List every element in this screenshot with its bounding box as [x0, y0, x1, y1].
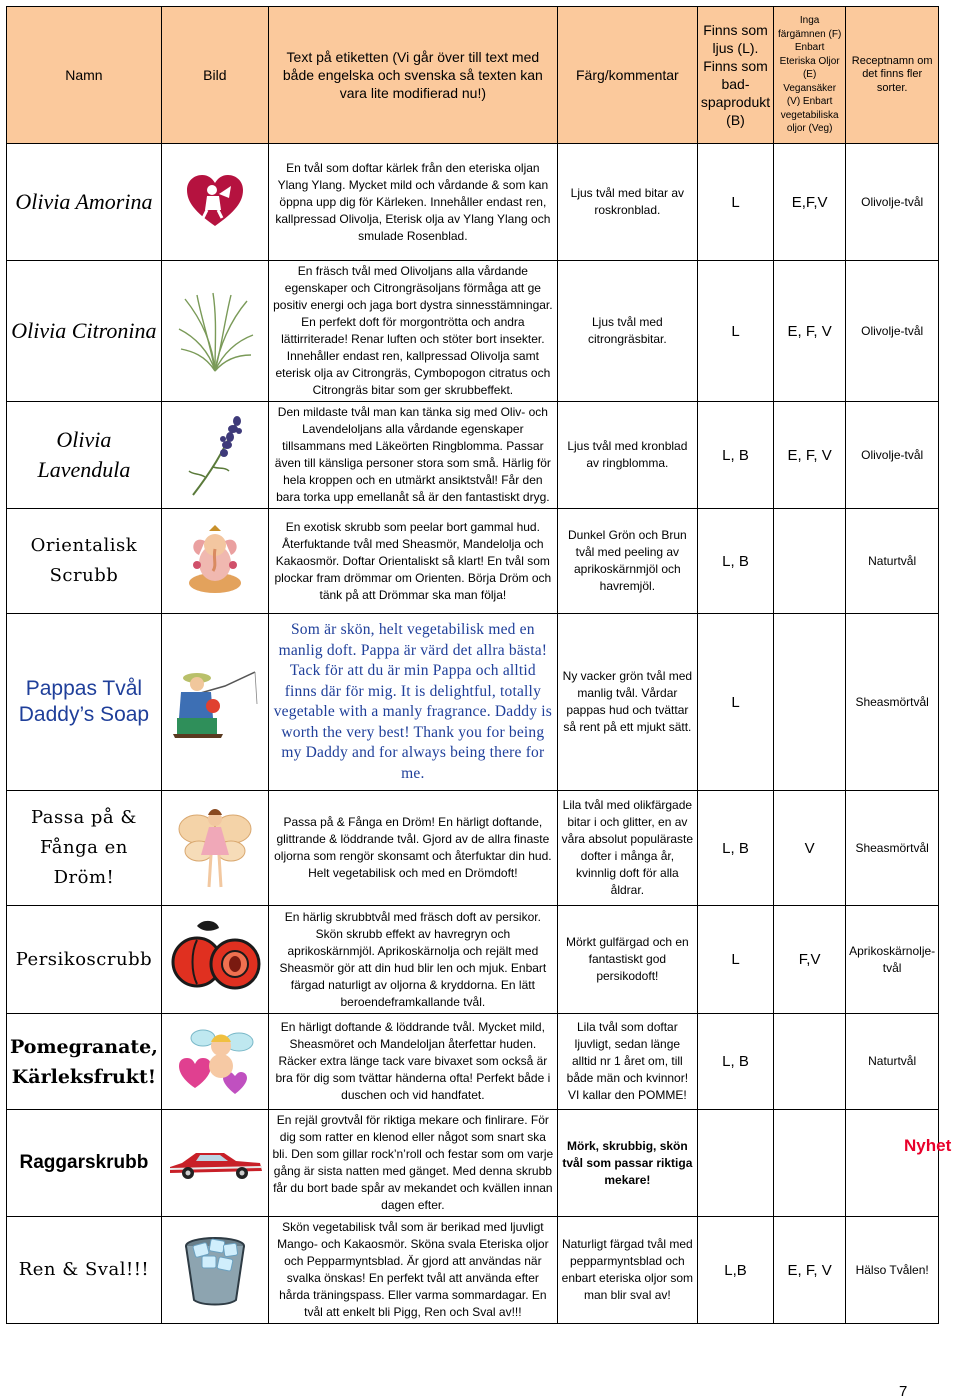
product-light-bath: L, B [697, 509, 773, 614]
table-row [7, 1014, 939, 1110]
table-row [7, 614, 939, 791]
product-description: Skön vegetabilisk tvål som är berikad med ljuvligt Mango- och Kakaosmör. Sköna svala Eteriska oljor och Pepparmyntsblad. Är gjord att användas när svalka önskas! En perfekt tvål att använda efter hårda träningspass. Eller varma sommardagar. En tvål att enkelt bli Pigg, Ren och Sval av!!! [268, 1217, 557, 1324]
product-flags [774, 614, 846, 791]
header-name: Namn [7, 7, 162, 144]
table-row [7, 791, 939, 906]
product-color: Mörk, skrubbig, skön tvål som passar riktiga mekare! [557, 1110, 697, 1217]
product-description: Den mildaste tvål man kan tänka sig med Oliv- och Lavendeloljans alla vårdande egenskaper tillsammans med Läkeörten Ringblomma. Passar även till känsliga personer stora som små. Härlig för hela kroppen och en utmärkt ansiktstvål! Får den bara torka upp emellanåt så är den fantastiskt dryg. [268, 402, 557, 509]
product-light-bath: L [697, 906, 773, 1014]
product-light-bath: L,B [697, 1217, 773, 1324]
product-light-bath: L [697, 261, 773, 402]
table-row [7, 509, 939, 614]
table-row [7, 144, 939, 261]
product-name: Pomegranate, Kärleksfrukt! [7, 1014, 162, 1110]
product-image [161, 791, 268, 906]
soap-catalog-table [6, 6, 939, 1324]
header-image: Bild [161, 7, 268, 144]
product-light-bath [697, 1110, 773, 1217]
product-flags: F,V [774, 906, 846, 1014]
product-flags: E, F, V [774, 1217, 846, 1324]
product-color: Lila tvål med olikfärgade bitar i och glitter, en av våra absolut populäraste dofter i många år, kvinnlig doft för alla åldrar. [557, 791, 697, 906]
product-flags [774, 1014, 846, 1110]
classic-car-icon [166, 1143, 264, 1183]
product-recipe: Naturtvål [846, 509, 939, 614]
product-light-bath: L, B [697, 791, 773, 906]
product-color: Ljus tvål med bitar av roskronblad. [557, 144, 697, 261]
product-color: Ny vacker grön tvål med manlig tvål. Vårdar pappas hud och tvättar så rent på ett mjukt sätt. [557, 614, 697, 791]
product-name: Passa på & Fånga en Dröm! [7, 791, 162, 906]
table-row [7, 1110, 939, 1217]
product-name: Raggarskrubb [7, 1110, 162, 1217]
header-color-comment: Färg/kommentar [557, 7, 697, 144]
product-light-bath: L, B [697, 402, 773, 509]
product-color: Lila tvål som doftar ljuvligt, sedan länge alltid nr 1 året om, till både män och kvinnor! VI kallar den POMME! [557, 1014, 697, 1110]
fairy-icon [175, 803, 255, 893]
product-image [161, 1014, 268, 1110]
product-flags [774, 509, 846, 614]
product-name: Olivia Lavendula [7, 402, 162, 509]
product-description: En fräsch tvål med Olivoljans alla vårdande egenskaper och Citrongräsoljans förmåga att ge positiv energi och jaga bort dystra sinnesstämningar. En perfekt doft för morgontrötta och andra lättirriterade! Renar luften och stöter bort insekter. Innehåller endast ren, kallpressad Olivolja samt eterisk olja av Citrongräs, Cymbopogon citratus och Citrongräs bitar som ger skrubbeffekt. [268, 261, 557, 402]
page-number: 7 [899, 1383, 908, 1400]
product-description: En härligt doftande & löddrande tvål. Mycket mild, Sheasmöret och Mandeloljan återfettar huden. Räcker extra länge tack vare bivaxet som också är bra för dig som tvättar händerna ofta! Perfekt både i duschen och vid handfatet. [268, 1014, 557, 1110]
product-light-bath: L [697, 144, 773, 261]
product-description: En tvål som doftar kärlek från den eteriska oljan Ylang Ylang. Mycket mild och vårdande & som kan öppna upp dig för Kärleken. Innehåller endast ren, kallpressad Olivolja, Eterisk olja av Ylang Ylang och smulade Rosenblad. [268, 144, 557, 261]
product-name: Olivia Amorina [7, 144, 162, 261]
product-name: Pappas Tvål Daddy’s Soap [7, 614, 162, 791]
product-color: Naturligt färgad tvål med pepparmyntsblad och enbart eteriska oljor som man blir sval av! [557, 1217, 697, 1324]
product-recipe: Aprikoskärnolje-tvål [846, 906, 939, 1014]
lemongrass-icon [175, 289, 255, 374]
header-ingredients: Inga färgämnen (F) Enbart Eteriska Oljor (E) Vegansäker (V) Enbart vegetabiliska oljor (Veg) [774, 7, 846, 144]
fishing-dad-icon [167, 664, 263, 740]
product-recipe: Olivolje-tvål [846, 144, 939, 261]
table-row [7, 261, 939, 402]
product-description: En exotisk skrubb som peelar bort gammal hud. Återfuktande tvål med Sheasmör, Mandelolja och Kakaosmör. Doftar Orientaliskt så klart! En tvål som plockar fram drömmar om Orienten. Börja Dröm och tänk på att Drömmar ska man följa! [268, 509, 557, 614]
product-color: Dunkel Grön och Brun tvål med peeling av aprikoskärnmjöl och havremjöl. [557, 509, 697, 614]
product-description: Passa på & Fånga en Dröm! En härligt doftande, glittrande & löddrande tvål. Gjord av de allra finaste oljorna som rengör skonsamt och återfuktar din hud. Helt vegetabilisk och med en Drömdoft! [268, 791, 557, 906]
product-image [161, 261, 268, 402]
product-recipe: Hälso Tvålen! [846, 1217, 939, 1324]
product-recipe: Olivolje-tvål [846, 402, 939, 509]
product-recipe: Sheasmörtvål [846, 614, 939, 791]
product-flags: V [774, 791, 846, 906]
cherub-icon [165, 1024, 265, 1100]
product-description: Som är skön, helt vegetabilisk med en manlig doft. Pappa är värd det allra bästa! Tack för att du är min Pappa och alltid finns där för mig. It is delightful, totally vegetable with a manly fragrance. Daddy is worth the very best! Thank you for being my Daddy and for always being there for me. [268, 614, 557, 791]
product-name: Orientalisk Scrubb [7, 509, 162, 614]
header-recipe: Receptnamn om det finns fler sorter. [846, 7, 939, 144]
peach-icon [167, 918, 263, 1002]
product-recipe: Olivolje-tvål [846, 261, 939, 402]
product-flags: E, F, V [774, 402, 846, 509]
product-recipe [846, 1110, 939, 1217]
ice-bucket-icon [182, 1234, 248, 1306]
product-description: En rejäl grovtvål för riktiga mekare och finlirare. För dig som ratter en klenod eller något som snart ska bli. Den som gillar rock’n’roll och festar som om varje gång är sista natten med gänget. Med denna skrubb får du bort bade spår av mekandet och kvällen innan dagen efter. [268, 1110, 557, 1217]
product-color: Ljus tvål med kronblad av ringblomma. [557, 402, 697, 509]
product-color: Mörkt gulfärgad och en fantastiskt god persikodoft! [557, 906, 697, 1014]
new-badge: Nyhet [904, 1136, 952, 1155]
product-name: Persikoscrubb [7, 906, 162, 1014]
product-flags: E, F, V [774, 261, 846, 402]
product-image [161, 144, 268, 261]
ganesha-icon [183, 525, 247, 597]
product-name: Ren & Sval!!! [7, 1217, 162, 1324]
product-image [161, 509, 268, 614]
product-image [161, 906, 268, 1014]
cupid-heart-icon [185, 172, 245, 232]
product-color: Ljus tvål med citrongräsbitar. [557, 261, 697, 402]
product-name: Olivia Citronina [7, 261, 162, 402]
product-light-bath: L, B [697, 1014, 773, 1110]
header-light-bath: Finns som ljus (L). Finns som bad-spaprodukt (B) [697, 7, 773, 144]
product-light-bath: L [697, 614, 773, 791]
product-flags [774, 1110, 846, 1217]
header-row [7, 7, 939, 144]
table-row [7, 906, 939, 1014]
product-recipe: Naturtvål [846, 1014, 939, 1110]
lavender-icon [185, 413, 245, 498]
product-image [161, 614, 268, 791]
product-description: En härlig skrubbtvål med fräsch doft av persikor. Skön skrubb effekt av havregryn och aprikoskärnmjöl. Aprikoskärnolja och rejält med Sheasmör gör att din hud blir len och mjuk. Enbart färgad naturligt av oljorna & kryddorna. En lätt beroendeframkallande tvål. [268, 906, 557, 1014]
product-image [161, 1217, 268, 1324]
product-recipe: Sheasmörtvål [846, 791, 939, 906]
product-image [161, 402, 268, 509]
table-row [7, 1217, 939, 1324]
header-label-text: Text på etiketten (Vi går över till text med både engelska och svenska så texten kan vara lite modifierad nu!) [268, 7, 557, 144]
product-image [161, 1110, 268, 1217]
table-row [7, 402, 939, 509]
product-flags: E,F,V [774, 144, 846, 261]
